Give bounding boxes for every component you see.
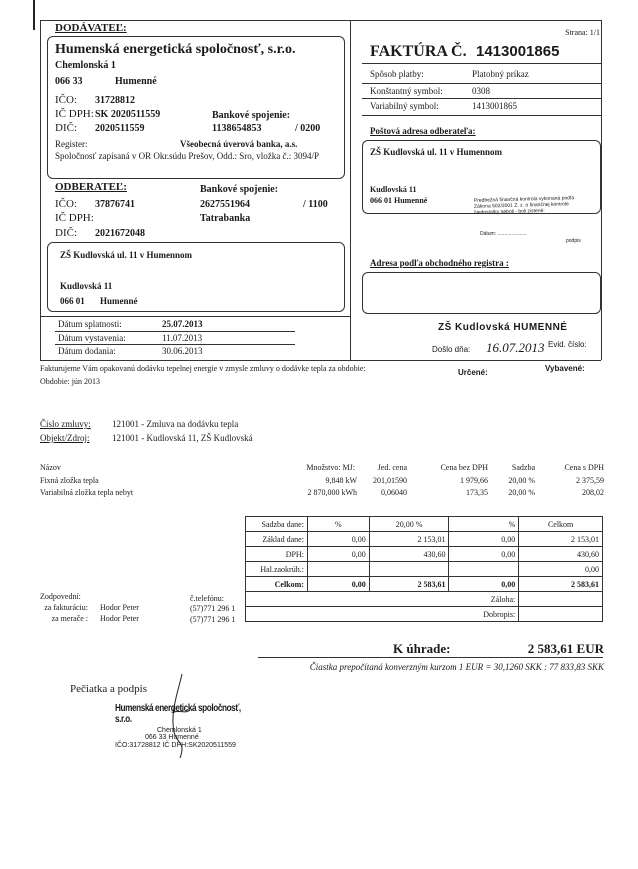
supplier-name: Humenská energetická spoločnosť, s.r.o. — [55, 42, 296, 57]
item-price-gross: 2 375,59 — [576, 476, 604, 485]
supplier-register-text: Spoločnosť zapísaná v OR Okr.súdu Prešov, Odd.: Sro, vložka č.: 3094/P — [55, 151, 319, 161]
variable-symbol-value: 1413001865 — [472, 101, 517, 111]
postal-zipcity: 066 01 Humenné — [370, 196, 428, 205]
supplier-street: Chemlonská 1 — [55, 60, 116, 71]
table-row — [246, 577, 603, 592]
supplier-heading: DODÁVATEĽ: — [55, 22, 127, 34]
page-number: Strana: 1/1 — [565, 28, 600, 37]
summary-cell — [369, 562, 449, 577]
tax-summary-table — [245, 516, 603, 622]
summary-cell: % — [449, 517, 519, 532]
payment-method-value: Platobný príkaz — [472, 69, 529, 79]
items-header-price-net: Cena bez DPH — [440, 463, 488, 472]
customer-bank-label: Bankové spojenie: — [200, 184, 279, 195]
table-row — [246, 592, 603, 607]
period-text: Obdobie: jún 2013 — [40, 377, 100, 386]
responsible-role: za merače : — [51, 614, 88, 623]
conversion-text: Čiastka prepočítaná konverzným kurzom 1 EUR = 30,1260 SKK : 77 833,83 SKK — [309, 662, 604, 672]
responsible-name: Hodor Peter — [100, 603, 139, 612]
customer-dic-label: DIČ: — [55, 227, 77, 239]
items-header-rate: Sadzba — [511, 463, 535, 472]
total-value: 2 583,61 EUR — [527, 641, 604, 656]
summary-cell: 20,00 % — [369, 517, 449, 532]
constant-symbol-value: 0308 — [472, 86, 490, 96]
dates-top-line — [40, 316, 350, 317]
invoice-title-underline — [362, 63, 601, 64]
register-address-heading: Adresa podľa obchodného registra : — [370, 258, 509, 268]
supplier-city: Humenné — [115, 76, 157, 87]
financial-control-date: Dátum: ..................... — [480, 231, 527, 237]
school-stamp-vybavene-label: Vybavené: — [545, 364, 585, 373]
contract-number-value: 121001 - Zmluva na dodávku tepla — [112, 419, 239, 429]
summary-cell: Hal.zaokrúh.: — [246, 562, 308, 577]
summary-cell: 2 583,61 — [519, 577, 603, 592]
items-header-unit-price: Jed. cena — [377, 463, 407, 472]
summary-cell: 2 153,01 — [519, 532, 603, 547]
customer-box-street: Kudlovská 11 — [60, 281, 113, 291]
responsible-heading: Zodpovední: — [40, 592, 81, 601]
responsible-name: Hodor Peter — [100, 614, 139, 623]
object-label: Objekt/Zdroj: — [40, 433, 90, 443]
responsible-role: za fakturáciu: — [44, 603, 88, 612]
responsible-phone: (57)771 296 1 — [190, 604, 236, 613]
supplier-dic-label: DIČ: — [55, 122, 77, 134]
customer-box-zip: 066 01 — [60, 296, 85, 306]
invoice-number: 1413001865 — [476, 43, 560, 60]
items-header-quantity: Množstvo: MJ: — [306, 463, 355, 472]
summary-cell: Celkom — [519, 517, 603, 532]
summary-cell: Dobropis: — [246, 607, 519, 622]
summary-cell: DPH: — [246, 547, 308, 562]
summary-cell — [307, 562, 369, 577]
financial-control-line: Nedostatky neboli - boli zistené: — [474, 207, 545, 216]
issue-date-label: Dátum vystavenia: — [58, 333, 126, 343]
delivery-date-label: Dátum dodania: — [58, 346, 116, 356]
school-stamp-evid-label: Evid. číslo: — [548, 340, 587, 349]
object-value: 121001 - Kudlovská 11, ZŠ Kudlovská — [112, 433, 253, 443]
summary-cell — [519, 592, 603, 607]
table-row — [246, 562, 603, 577]
summary-cell: 2 583,61 — [369, 577, 449, 592]
frame-right-line — [601, 20, 602, 360]
financial-control-line: Zákona 502/2001 Z. z. o finančnej kontrole. — [473, 201, 571, 210]
supplier-bank-code: / 0200 — [295, 123, 321, 134]
summary-cell: % — [307, 517, 369, 532]
due-date-value: 25.07.2013 — [162, 319, 203, 329]
item-name: Fixná zložka tepla — [40, 476, 99, 485]
payment-method-label: Spôsob platby: — [370, 69, 424, 79]
item-unit-price: 201,01590 — [373, 476, 407, 485]
postal-street: Kudlovská 11 — [370, 185, 417, 194]
signature-label: Pečiatka a podpis — [70, 683, 147, 695]
invoice-row-line — [362, 83, 601, 84]
item-price-net: 1 979,66 — [460, 476, 488, 485]
summary-cell: 0,00 — [449, 577, 519, 592]
item-price-net: 173,35 — [466, 488, 488, 497]
frame-bottom-line — [40, 360, 601, 361]
register-address-box — [362, 272, 601, 314]
items-header-price-gross: Cena s DPH — [564, 463, 604, 472]
supplier-icdph-label: IČ DPH: — [55, 108, 94, 120]
customer-icdph-label: IČ DPH: — [55, 212, 94, 224]
summary-cell: 0,00 — [449, 547, 519, 562]
summary-cell: 0,00 — [307, 577, 369, 592]
customer-box-city: Humenné — [100, 296, 138, 306]
item-rate: 20,00 % — [508, 476, 535, 485]
invoice-row-line — [362, 98, 601, 99]
table-row — [246, 532, 603, 547]
supplier-icdph: SK 2020511559 — [95, 109, 161, 120]
school-stamp-urcene-label: Určené: — [458, 368, 488, 377]
school-stamp-delivered-label: Došlo dňa: — [432, 345, 471, 354]
summary-cell: 0,00 — [307, 532, 369, 547]
item-name: Variabilná zložka tepla nebyt — [40, 488, 134, 497]
summary-cell: 430,60 — [369, 547, 449, 562]
summary-cell: 0,00 — [519, 562, 603, 577]
item-unit-price: 0,06040 — [381, 488, 407, 497]
summary-cell: 0,00 — [307, 547, 369, 562]
summary-cell: Celkom: — [246, 577, 308, 592]
summary-cell: 430,60 — [519, 547, 603, 562]
delivery-date-value: 30.06.2013 — [162, 346, 203, 356]
customer-bank-account: 2627551964 — [200, 199, 250, 210]
invoice-title: FAKTÚRA Č. — [370, 43, 467, 60]
table-row — [246, 547, 603, 562]
item-price-gross: 208,02 — [582, 488, 604, 497]
table-row — [246, 517, 603, 532]
customer-ico-label: IČO: — [55, 198, 77, 210]
supplier-ico-label: IČO: — [55, 94, 77, 106]
stamp-name: Humenská energetická spoločnosť, s.r.o. — [115, 703, 241, 725]
item-quantity: 9,848 kW — [325, 476, 357, 485]
supplier-dic: 2020511559 — [95, 123, 145, 134]
customer-bank-code: / 1100 — [303, 199, 328, 210]
item-rate: 20,00 % — [508, 488, 535, 497]
summary-cell: Záloha: — [246, 592, 519, 607]
customer-dic: 2021672048 — [95, 228, 145, 239]
supplier-bank-account: 1138654853 — [212, 123, 262, 134]
table-row — [246, 607, 603, 622]
summary-cell: Sadzba dane: — [246, 517, 308, 532]
invoice-row-line — [362, 115, 601, 116]
summary-cell: 2 153,01 — [369, 532, 449, 547]
supplier-register-label: Register: — [55, 139, 88, 149]
phone-heading: č.telefónu: — [190, 594, 224, 603]
variable-symbol-label: Variabilný symbol: — [370, 101, 439, 111]
constant-symbol-label: Konštantný symbol: — [370, 86, 443, 96]
financial-control-line: Predbežná finančná kontrola vykonaná podľa — [473, 195, 575, 204]
financial-control-stamp — [474, 194, 614, 216]
school-stamp-delivered-date: 16.07.2013 — [486, 340, 545, 355]
postal-heading: Poštová adresa odberateľa: — [370, 126, 476, 136]
scan-edge-line — [33, 0, 35, 30]
summary-cell — [449, 562, 519, 577]
total-label: K úhrade: — [393, 641, 451, 656]
due-date-label: Dátum splatnosti: — [58, 319, 122, 329]
frame-left-line — [40, 20, 41, 360]
supplier-bank-label: Bankové spojenie: — [212, 110, 291, 121]
frame-middle-line — [350, 20, 351, 360]
summary-cell: 0,00 — [449, 532, 519, 547]
dates-row-line — [55, 344, 295, 345]
contract-number-label: Číslo zmluvy: — [40, 419, 91, 429]
postal-name: ZŠ Kudlovská ul. 11 v Humennom — [370, 147, 503, 157]
dates-row-line — [55, 331, 295, 332]
stamp-street: Chemlonská 1 — [157, 727, 202, 734]
issue-date-value: 11.07.2013 — [162, 333, 203, 343]
stamp-ids: IČO:31728812 IČ DPH:SK2020511559 — [115, 742, 236, 749]
stamp-city: 066 33 Humenné — [145, 734, 199, 741]
customer-bank-name: Tatrabanka — [200, 213, 251, 224]
item-quantity: 2 870,000 kWh — [307, 488, 357, 497]
intro-text: Fakturujeme Vám opakovanú dodávku tepelnej energie v zmysle zmluvy o dodávke tepla za obdobie: — [40, 364, 366, 373]
summary-cell: Základ dane: — [246, 532, 308, 547]
items-header-name: Názov — [40, 463, 61, 472]
customer-heading: ODBERATEĽ: — [55, 181, 127, 193]
total-underline — [258, 657, 603, 658]
summary-cell — [519, 607, 603, 622]
supplier-ico: 31728812 — [95, 95, 135, 106]
financial-control-sign: podpis — [566, 238, 581, 244]
school-stamp-name: ZŠ Kudlovská HUMENNÉ — [438, 322, 568, 333]
customer-box-name: ZŠ Kudlovská ul. 11 v Humennom — [60, 250, 193, 260]
supplier-zip: 066 33 — [55, 76, 83, 87]
company-stamp — [115, 703, 285, 749]
customer-ico: 37876741 — [95, 199, 135, 210]
responsible-phone: (57)771 296 1 — [190, 615, 236, 624]
frame-top-line — [40, 20, 601, 21]
supplier-bank-name: Všeobecná úverová banka, a.s. — [180, 139, 298, 149]
